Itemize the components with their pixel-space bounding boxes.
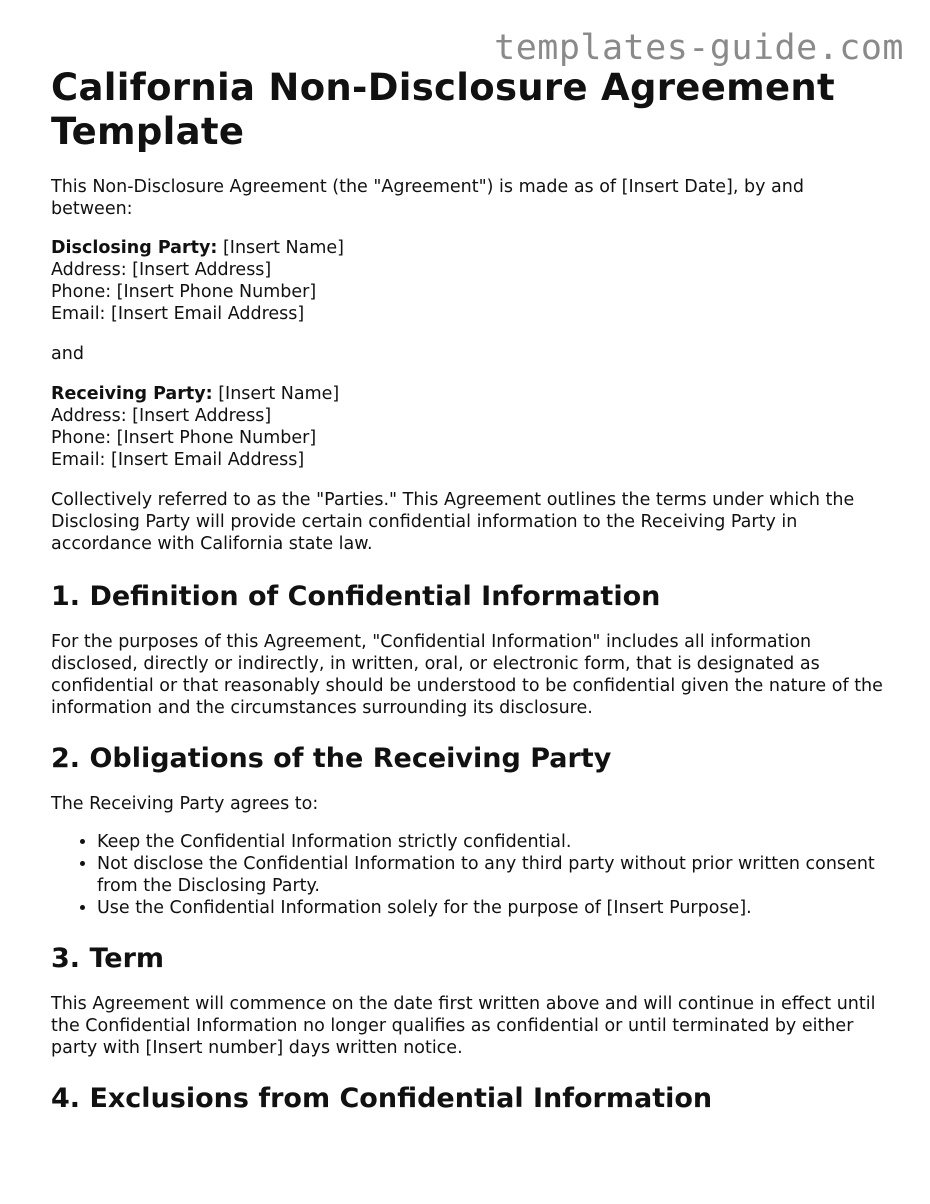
receiving-party-block [51, 383, 891, 471]
list-item: • Keep the Confidential Information strictly confidential. [97, 831, 891, 853]
receiving-party-phone: Phone: [Insert Phone Number] [51, 428, 317, 448]
intro-paragraph: This Non-Disclosure Agreement (the "Agreement") is made as of [Insert Date], by and between: [51, 177, 804, 219]
section-2-heading: 2. Obligations of the Receiving Party [51, 743, 612, 774]
disclosing-party-phone: Phone: [Insert Phone Number] [51, 282, 317, 302]
section-4-heading: 4. Exclusions from Confidential Information [51, 1083, 713, 1114]
disclosing-party-label: Disclosing Party: [51, 238, 218, 258]
document-page [51, 66, 891, 1133]
disclosing-party-email: Email: [Insert Email Address] [51, 304, 305, 324]
receiving-party-email: Email: [Insert Email Address] [51, 450, 305, 470]
disclosing-party-line [51, 237, 891, 259]
disclosing-party-address: Address: [Insert Address] [51, 260, 272, 280]
section-3-body: This Agreement will commence on the date first written above and will continue in effect until the Confidential Information no longer qualifies as confidential or until terminated by either party with [Insert number] days written notice. [51, 994, 876, 1058]
list-item: • Use the Confidential Information solely for the purpose of [Insert Purpose]. [97, 897, 891, 919]
section-3-heading: 3. Term [51, 943, 165, 974]
section-1-body: For the purposes of this Agreement, "Confidential Information" includes all information disclosed, directly or indirectly, in written, oral, or electronic form, that is designated as confidential or that reasonably should be understood to be confidential given the nature of the information and the circumstances surrounding its disclosure. [51, 632, 883, 718]
section-2-lead: The Receiving Party agrees to: [51, 794, 319, 814]
obligations-list [51, 831, 891, 919]
list-item: • Not disclose the Confidential Information to any third party without prior written consent from the Disclosing Party. [97, 853, 891, 897]
and-text: and [51, 344, 84, 364]
receiving-party-name: [Insert Name] [212, 384, 340, 404]
disclosing-party-block [51, 237, 891, 325]
receiving-party-line [51, 383, 891, 405]
document-title: California Non-Disclosure Agreement Template [51, 66, 835, 153]
parties-paragraph: Collectively referred to as the "Parties." This Agreement outlines the terms under which the Disclosing Party will provide certain confidential information to the Receiving Party in accordance with California state law. [51, 490, 855, 554]
disclosing-party-name: [Insert Name] [217, 238, 345, 258]
receiving-party-address: Address: [Insert Address] [51, 406, 272, 426]
section-1-heading: 1. Definition of Confidential Information [51, 581, 661, 612]
watermark: templates-guide.com [494, 28, 904, 68]
receiving-party-label: Receiving Party: [51, 384, 213, 404]
